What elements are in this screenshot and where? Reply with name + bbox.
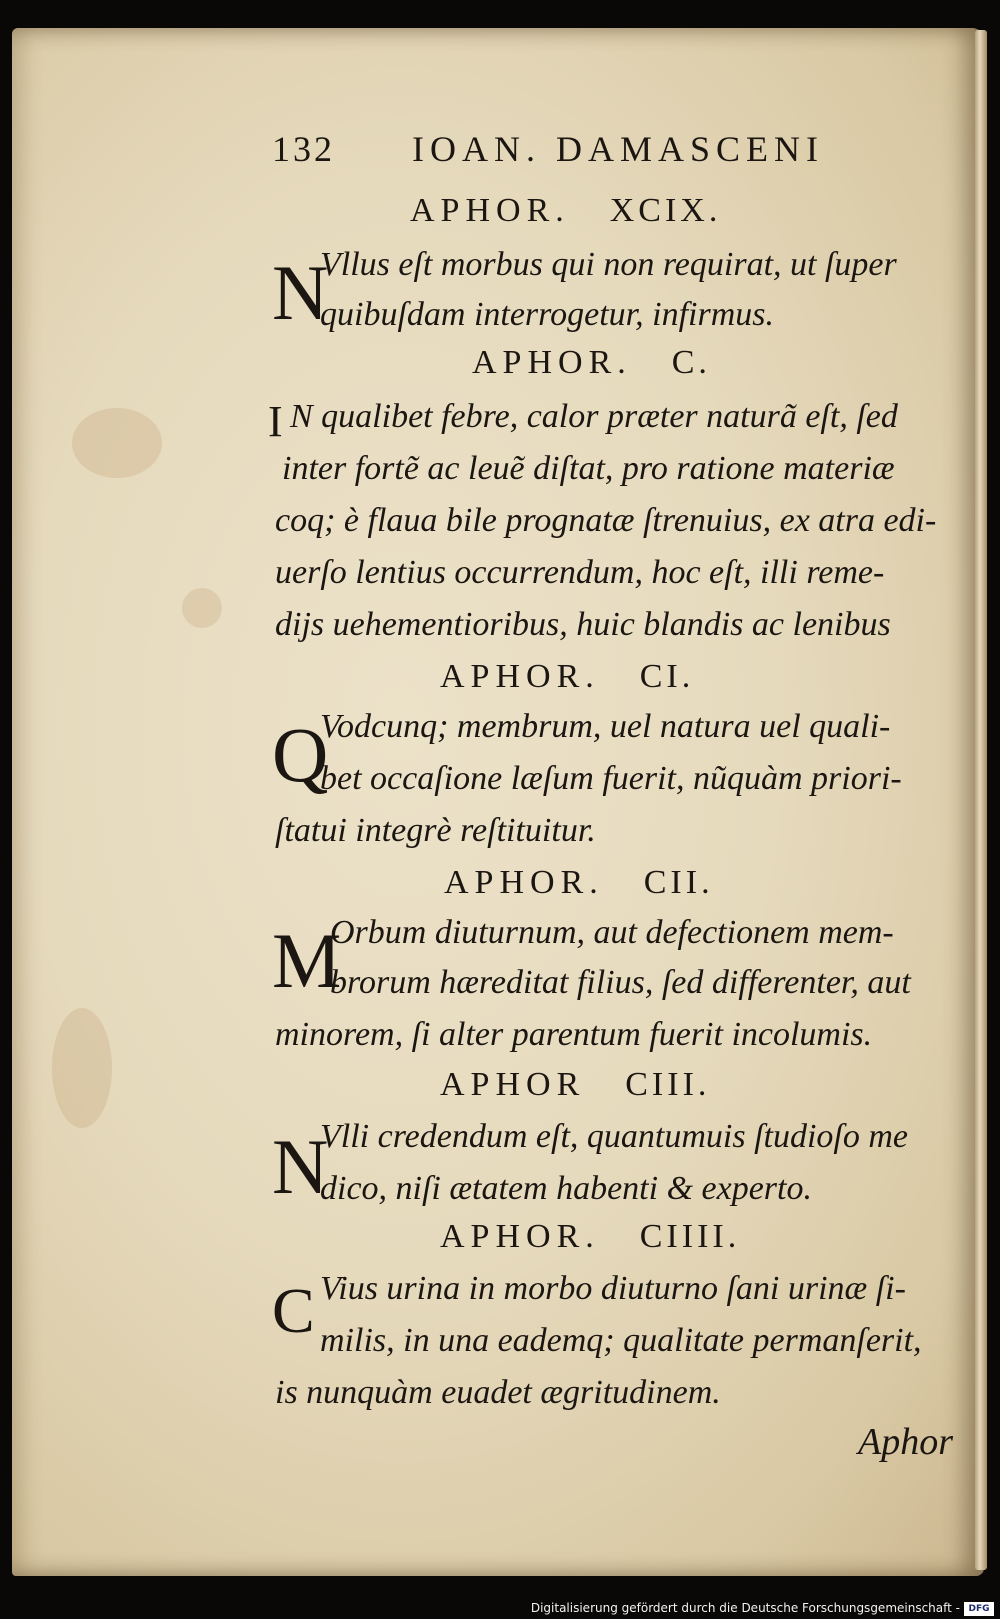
text-line: is nunquàm euadet ægritudinem.: [275, 1374, 721, 1411]
digitization-credit: Digitalisierung gefördert durch die Deutsche Forschungsgemeinschaft -: [530, 1601, 960, 1615]
aphorism-label: APHOR.: [410, 192, 570, 229]
text-line: Vodcunq; membrum, uel natura uel quali-: [320, 708, 891, 745]
page-edge: [975, 30, 987, 1570]
aphorism-label: APHOR.: [440, 658, 600, 695]
text-line: quibuſdam interrogetur, infirmus.: [320, 296, 774, 333]
running-head: [272, 128, 890, 176]
text-line: Vius urina in morbo diuturno ſani urinæ ſi-: [320, 1270, 906, 1307]
aphorism-number: CII.: [643, 864, 714, 901]
text-line: ſtatui integrè reſtituitur.: [275, 812, 596, 849]
paper-stain: [52, 1008, 112, 1128]
aphorism-heading: [410, 192, 721, 234]
text-line: Orbum diuturnum, aut defectionem mem-: [330, 914, 894, 951]
drop-initial: I: [268, 397, 283, 446]
aphorism-heading: [440, 1066, 710, 1108]
text-line: inter fortẽ ac leuẽ diſtat, pro ratione materiæ: [282, 450, 895, 487]
running-title: IOAN. DAMASCENI: [412, 129, 824, 169]
aphorism-number: CIIII.: [639, 1218, 741, 1255]
aphorism-label: APHOR.: [440, 1218, 600, 1255]
aphorism-heading: [472, 344, 711, 386]
folio-number: 132: [272, 129, 335, 169]
drop-initial: N: [272, 249, 329, 336]
drop-initial: C: [272, 1275, 315, 1346]
drop-initial: N: [272, 1123, 329, 1210]
aphorism-heading: [440, 658, 694, 700]
aphorism-heading: [444, 864, 714, 906]
paper-stain: [182, 588, 222, 628]
text-line: bet occaſione læſum fuerit, nũquàm priori-: [320, 760, 902, 797]
aphorism-label: APHOR.: [444, 864, 604, 901]
aphorism-label: APHOR: [440, 1066, 586, 1103]
aphorism-number: CIII.: [625, 1066, 711, 1103]
paper-stain: [72, 408, 162, 478]
text-line: milis, in una eademq; qualitate permanſerit,: [320, 1322, 922, 1359]
aphorism-label: APHOR.: [472, 344, 632, 381]
text-line: uerſo lentius occurrendum, hoc eſt, illi reme-: [275, 554, 885, 591]
aphorism-number: CI.: [639, 658, 695, 695]
text-line: minorem, ſi alter parentum fuerit incolumis.: [275, 1016, 873, 1053]
text-line: N qualibet febre, calor præter naturã eſt, ſed: [290, 398, 898, 435]
catchword: Aphor: [858, 1421, 953, 1463]
text-line: dico, niſi ætatem habenti & experto.: [320, 1170, 812, 1207]
aphorism-number: XCIX.: [609, 192, 722, 229]
text-line: coq; è flaua bile prognatæ ſtrenuius, ex atra edi-: [275, 502, 937, 539]
text-line: Vlli credendum eſt, quantumuis ſtudioſo me: [320, 1118, 908, 1155]
text-line: brorum hæreditat filius, ſed differenter, aut: [330, 964, 911, 1001]
aphorism-heading: [440, 1218, 740, 1260]
drop-initial: M: [272, 917, 342, 1004]
text-line: Vllus eſt morbus qui non requirat, ut ſuper: [320, 246, 897, 283]
drop-initial: Q: [272, 711, 329, 798]
dfg-logo: DFG: [964, 1602, 994, 1616]
text-line: dijs uehementioribus, huic blandis ac lenibus: [275, 606, 891, 643]
aphorism-number: C.: [671, 344, 711, 381]
